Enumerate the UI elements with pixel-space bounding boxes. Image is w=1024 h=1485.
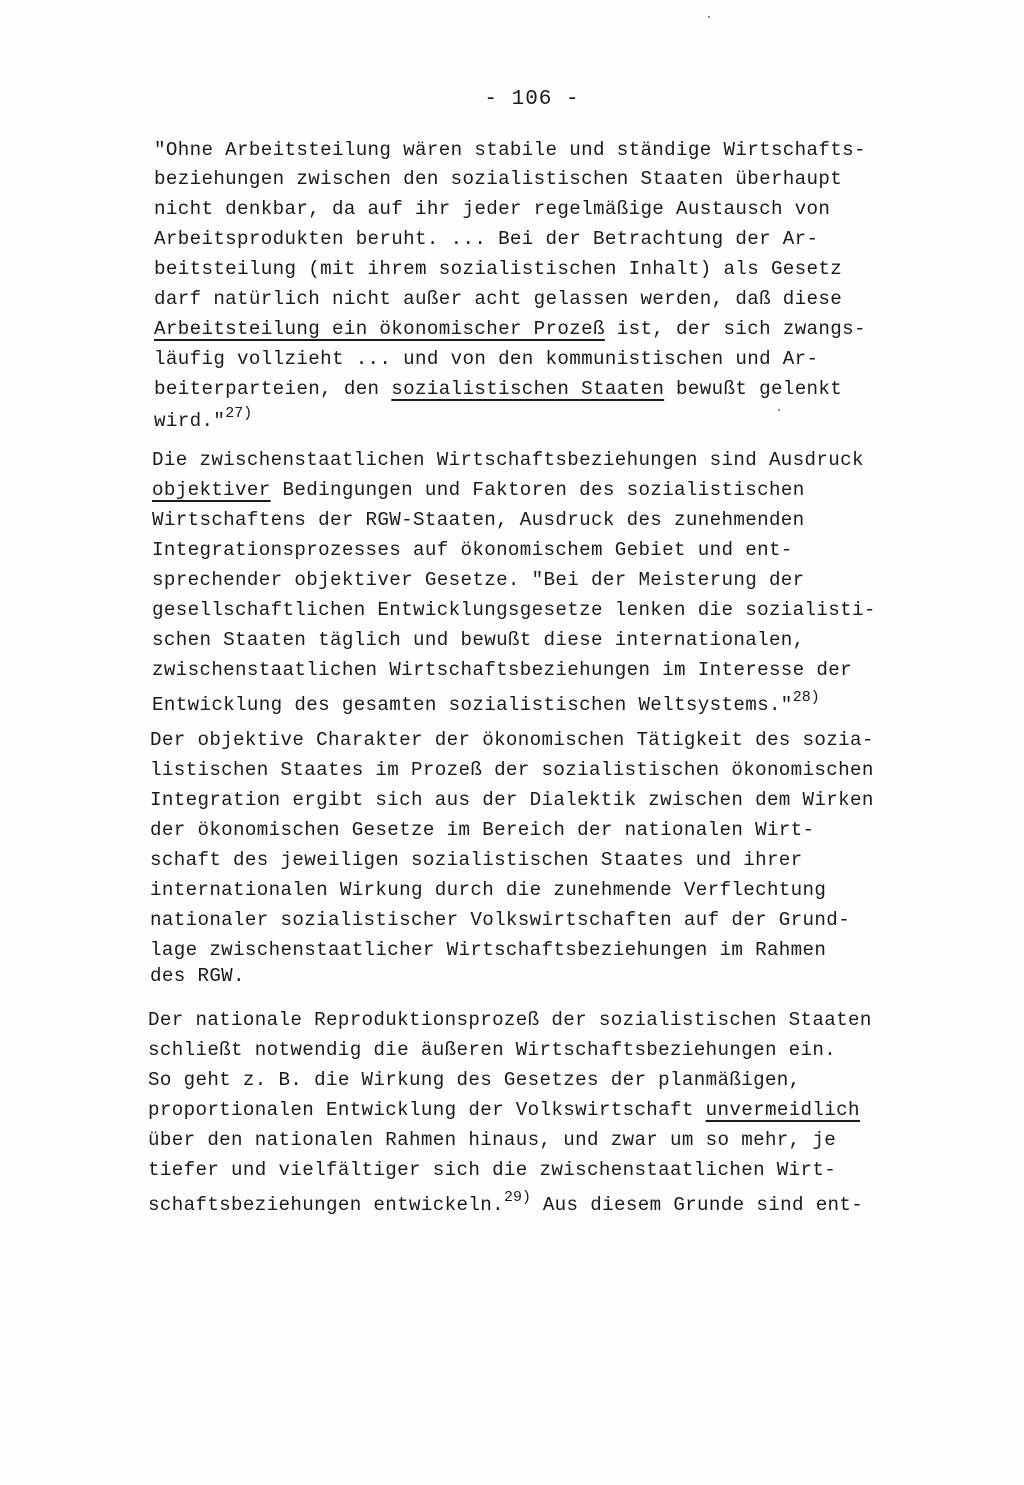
text-line: internationalen Wirkung durch die zunehmende Verflechtung (150, 879, 827, 901)
text-line: Integration ergibt sich aus der Dialektik zwischen dem Wirken (150, 789, 874, 811)
text-line: Der objektive Charakter der ökonomischen Tätigkeit des sozia- (150, 729, 874, 751)
text-line: läufig vollzieht ... und von den kommunistischen und Ar- (154, 348, 819, 370)
text-line: So geht z. B. die Wirkung des Gesetzes der planmäßigen, (148, 1069, 801, 1091)
scan-speck (778, 409, 780, 411)
footnote-ref: 29) (503, 1189, 531, 1206)
text-line: tiefer und vielfältiger sich die zwischenstaatlichen Wirt- (148, 1159, 837, 1181)
text-line: Arbeitsteilung ein ökonomischer Prozeß ist, der sich zwangs- (154, 318, 866, 340)
footnote-ref: 28) (792, 689, 820, 706)
text-line: schließt notwendig die äußeren Wirtschaftsbeziehungen ein. (148, 1039, 837, 1061)
text-line: schaft des jeweiligen sozialistischen Staates und ihrer (150, 849, 803, 871)
text-line: lage zwischenstaatlicher Wirtschaftsbeziehungen im Rahmen (150, 939, 827, 961)
text-line: schen Staaten täglich und bewußt diese internationalen, (152, 629, 805, 651)
text-line: beitsteilung (mit ihrem sozialistischen Inhalt) als Gesetz (154, 258, 843, 280)
text-line: Integrationsprozesses auf ökonomischem Gebiet und ent- (152, 539, 793, 561)
text-line: Entwicklung des gesamten sozialistischen Weltsystems."$^{28)}$ (152, 689, 820, 716)
text-line: objektiver Bedingungen und Faktoren des sozialistischen (152, 479, 805, 501)
text-line: beiterparteien, den sozialistischen Staaten bewußt gelenkt (154, 378, 843, 400)
text-line: Die zwischenstaatlichen Wirtschaftsbeziehungen sind Ausdruck (152, 449, 864, 471)
text-line: listischen Staates im Prozeß der sozialistischen ökonomischen (150, 759, 874, 781)
underlined-phrase: Arbeitsteilung ein ökonomischer Prozeß (154, 318, 605, 340)
text-line: nationaler sozialistischer Volkswirtschaften auf der Grund- (150, 909, 850, 931)
text-line: nicht denkbar, da auf ihr jeder regelmäßige Austausch von (154, 198, 831, 220)
text-line: zwischenstaatlichen Wirtschaftsbeziehungen im Interesse der (152, 659, 852, 681)
text-line: Arbeitsprodukten beruht. ... Bei der Betrachtung der Ar- (154, 228, 819, 250)
text-line: beziehungen zwischen den sozialistischen Staaten überhaupt (154, 168, 843, 190)
text-line: schaftsbeziehungen entwickeln.$^{29)}$ Aus diesem Grunde sind ent- (148, 1189, 864, 1216)
text-line: der ökonomischen Gesetze im Bereich der nationalen Wirt- (150, 819, 815, 841)
text-line: darf natürlich nicht außer acht gelassen werden, daß diese (154, 288, 843, 310)
footnote-ref: 27) (225, 405, 253, 422)
page-number: - 106 - (484, 88, 580, 111)
text-line: sprechender objektiver Gesetze. "Bei der Meisterung der (152, 569, 805, 591)
text-line: wird."$^{27)}$ (154, 405, 253, 432)
text-line: Wirtschaftens der RGW-Staaten, Ausdruck des zunehmenden (152, 509, 805, 531)
scan-speck (708, 16, 710, 18)
text-line: über den nationalen Rahmen hinaus, und zwar um so mehr, je (148, 1129, 837, 1151)
underlined-phrase: objektiver (152, 479, 271, 501)
text-line: gesellschaftlichen Entwicklungsgesetze lenken die sozialisti- (152, 599, 876, 621)
text-line: des RGW. (150, 965, 245, 987)
text-line: Der nationale Reproduktionsprozeß der sozialistischen Staaten (148, 1009, 872, 1031)
text-line: "Ohne Arbeitsteilung wären stabile und ständige Wirtschafts- (154, 139, 866, 161)
text-line: proportionalen Entwicklung der Volkswirtschaft unvermeidlich (148, 1099, 860, 1121)
underlined-phrase: sozialistischen Staaten (391, 378, 665, 400)
underlined-phrase: unvermeidlich (705, 1099, 860, 1121)
